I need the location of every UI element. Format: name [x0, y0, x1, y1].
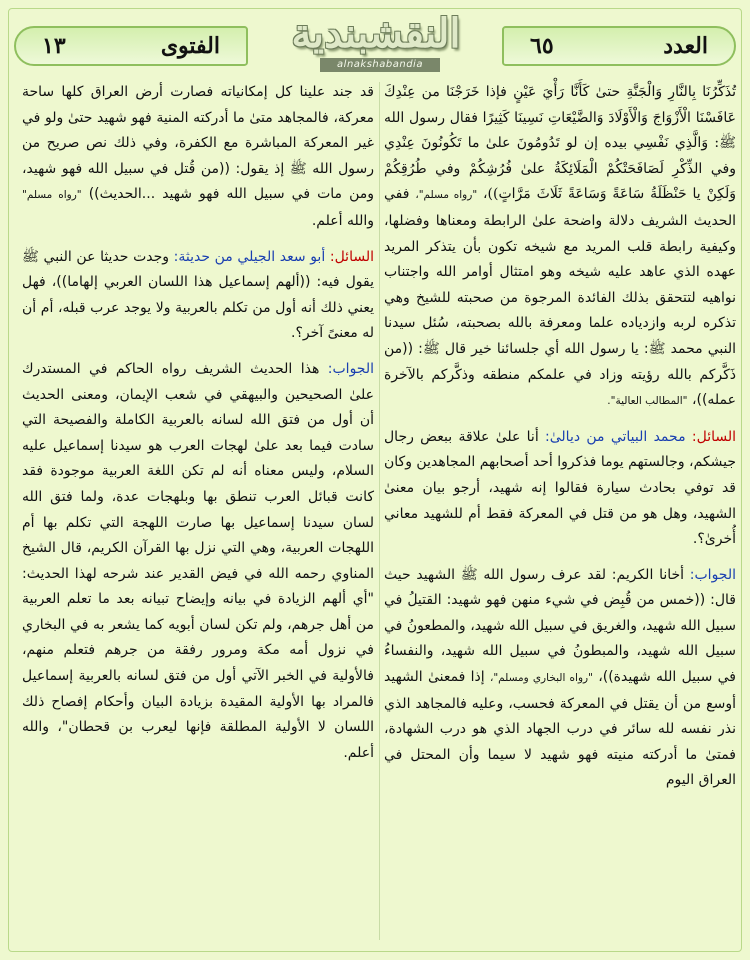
answer-1 — [384, 563, 736, 794]
commentary-text: ففي الحديث الشريف دلالة واضحة علىٰ الرابطة ومعناها وفضلها، وكيفية رابطة قلب المريد مع شيخه تكون بأن يتذكر المريد عهده الذي عاهد عليه شيخه وهو امتثال أوامر الله واجتناب نواهيه لتتحقق بذلك الفائدة المرجوة من صحبته للشيخ وهي تذكره لربه وازدياده علما ومعرفة بالله بصحبته، سُئل سيدنا النبي محمد ﷺ: يا رسول الله أي جلسائنا خير قال ﷺ: ((من ذَكَّركم بالله رؤيته وزاد في علمكم منطقه وذكَّركم بالآخرة عمله))، — [384, 186, 736, 409]
answer-1-continuation — [22, 80, 374, 235]
hadith-reference: "رواه مسلم"، — [415, 189, 478, 202]
right-column — [384, 80, 736, 940]
continuation-reference: "رواه مسلم" — [22, 189, 82, 202]
hadith-paragraph — [384, 80, 736, 415]
answer-reference: "رواه البخاري ومسلم"، — [489, 672, 593, 685]
section-pill — [14, 26, 248, 66]
asker-name: محمد البياتي من ديالىٰ: — [545, 428, 686, 445]
section-label: الفتوى — [160, 33, 220, 59]
question-text: وجدت حديثا عن النبي ﷺ يقول فيه: ((ألهم إسماعيل هذا اللسان العربي إلهاما))، فهل يعني ذلك أنه أول من تكلم بالعربية ولا يوجد عرب قبله، أم أن له معنىً آخر؟. — [22, 248, 374, 342]
page-number: ١٣ — [42, 33, 66, 59]
continuation-text: قد جند علينا كل إمكانياته فصارت أرض العراق كلها ساحة معركة، فالمجاهد متىٰ ما أدركته المنية فهو شهيد حتىٰ ولو في غير المعركة المباشرة مع الكفرة، وفي ذلك نص صريح من رسول الله ﷺ إذ يقول: ((من قُتل في سبيل الله فهو شهيد، ومن مات في سبيل الله فهو شهيد ...الحديث)) — [22, 84, 374, 203]
answer-text-continued: إذا فمعنىٰ الشهيد أوسع من أن يقتل في المعركة فحسب، وعليه فالمجاهد الذي نذر نفسه لله سائر في درب الجهاد الذي هو درب الشهادة، فمتىٰ ما أدركته منيته فهو شهيد لا سيما وأن المحتل في العراق اليوم — [384, 669, 736, 789]
answer-label: الجواب: — [327, 360, 374, 377]
answer-closing: والله أعلم. — [22, 719, 374, 761]
question-label: السائل: — [691, 428, 737, 445]
question-label: السائل: — [329, 248, 374, 265]
left-column — [22, 80, 374, 940]
question-2 — [22, 245, 374, 347]
question-1 — [384, 425, 736, 553]
column-divider — [379, 82, 380, 940]
answer-label: الجواب: — [689, 566, 736, 583]
commentary-reference: "المطالب العالية". — [607, 395, 688, 408]
asker-name: أبو سعد الجيلي من حديثة: — [173, 248, 326, 265]
magazine-logo — [262, 10, 490, 72]
continuation-closing: والله أعلم. — [311, 212, 374, 229]
issue-number: ٦٥ — [530, 33, 554, 59]
answer-text: هذا الحديث الشريف رواه الحاكم في المستدرك علىٰ الصحيحين والبيهقي في شعب الإيمان، ومعنى الحديث أن أول من فتق الله لسانه بالعربية الكاملة والفصيحة التي سادت فيما بعد علىٰ لهجات العرب هو سيدنا إسماعيل عليه السلام، وليس معناه أنه لم تكن اللغة العربية موجودة فقد كانت قبائل العرب تنطق بها وبلهجات عدة، ولما فتق الله لسان سيدنا إسماعيل بها صارت اللهجة التي تكلم بها أم اللهجات العربية، وهي التي نزل بها القرآن الكريم، قال الشيخ المناوي رحمه الله في فيض القدير عند شرحه لهذا الحديث: "أي ألهم الزيادة في بيانه وإيضاح تبيانه بعد ما تعلم العربية من أهل جرهم، ولم تكن لسان أبويه كما يشعر به في البخاري في نزول أمه مكة ومرور رفقة من جرهم فتعلم منهم، فالأولية في الخبر الآتي أول من فتق لسانه بالعربية إسماعيل فالمراد بها الأولية المقيدة بزيادة البيان وأحكام إفصاح ذلك اللسان لا الأولية المطلقة فإنها ليعرب بن قحطان"، — [22, 360, 375, 736]
answer-2 — [22, 357, 374, 767]
answer-text: أخانا الكريم: لقد عرف رسول الله ﷺ الشهيد حيث قال: ((خمس من قُبِض في شيء منهن فهو شهيد: القتيلُ في سبيل الله شهيد، والغريق في سبيل الله شهيد، والمطعونُ في سبيل الله شهيد، والمبطونُ في سبيل الله شهيد، والنفساءُ في سبيل الله شهيدة))، — [384, 566, 736, 686]
page-header — [0, 0, 750, 78]
logo-url: alnakshabandia — [320, 58, 440, 72]
issue-label: العدد — [663, 33, 708, 59]
logo-text: النقشبندية — [291, 10, 461, 57]
hadith-text: تُذَكِّرُنَا بِالنَّارِ وَالْجَنَّةِ حتىٰ كَأَنَّا رَأْيَ عَيْنٍ فإذا خَرَجْنَا من عِنْدِكَ عَافَسْنَا الْأَزْوَاجَ وَالْأَوْلَادَ وَالضَّيْعَاتِ نَسِينَا كَثِيرًا فقال رسول الله ﷺ: وَالَّذِي نَفْسِي بيده إن لو تَدُومُونَ علىٰ ما تَكُونُونَ عِنْدِي وفي الذِّكْرِ لَصَافَحَتْكُمْ الْمَلَائِكَةُ علىٰ فُرُشِكُمْ وفي طُرُقِكُمْ وَلَكِنْ يا حَنْظَلَةُ سَاعَةً وَسَاعَةً ثَلَاثَ مَرَّاتٍ))، — [384, 84, 736, 203]
issue-pill — [502, 26, 736, 66]
question-text: أنا علىٰ علاقة ببعض رجال جيشكم، وجالستهم يوما فذكروا أحد أصحابهم المجاهدين وكان قد توفي بحادث سيارة فقالوا إنه شهيد، أرجو بيان معنىٰ الشهيد، وهل هو من قتل في المعركة فقط أم للشهيد معاني أُخرىٰ؟. — [384, 428, 736, 548]
